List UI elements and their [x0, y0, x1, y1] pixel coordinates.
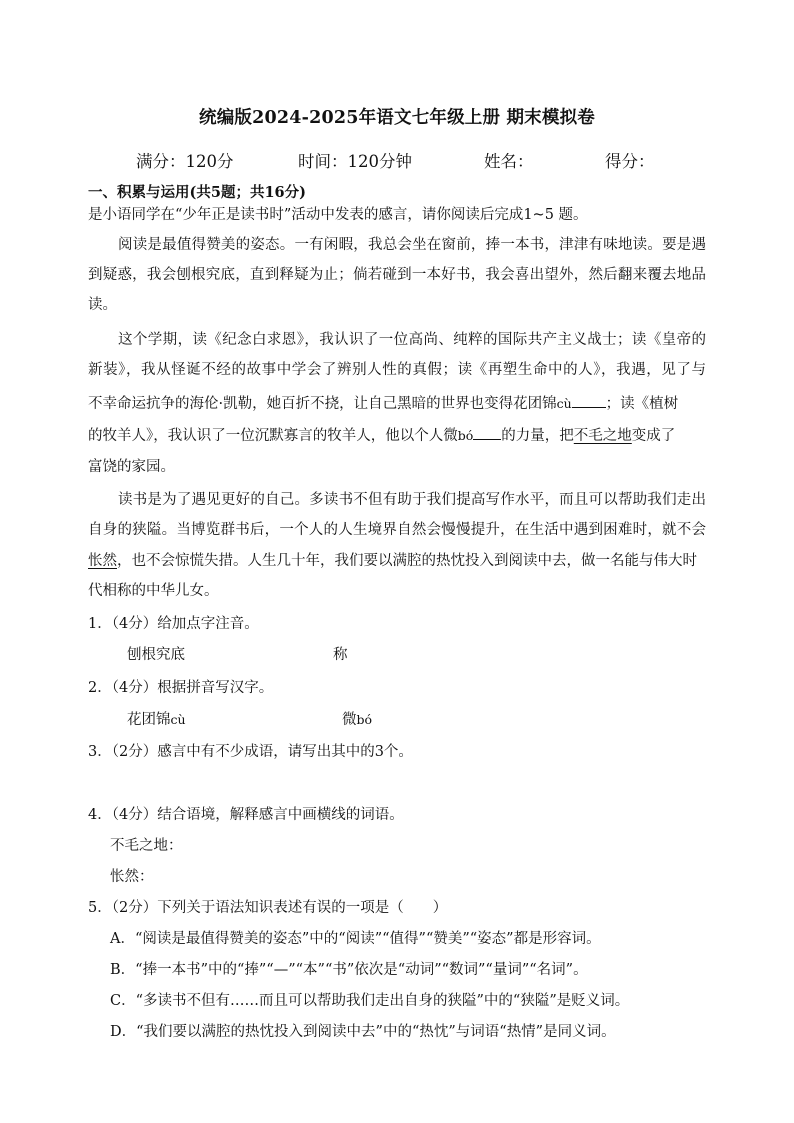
section-intro: 是小语同学在“少年正是读书时”活动中发表的感言，请你阅读后完成1~5 题。 [88, 207, 588, 223]
pinyin-cu: cù [556, 396, 572, 411]
exam-title: 统编版2024-2025年语文七年级上册 期末模拟卷 [199, 108, 595, 128]
para3-line4: 代相称的中华儿女。 [88, 583, 219, 599]
q2-b-pinyin: bó [356, 712, 373, 727]
para2-line3-text: 不幸命运抗争的海伦·凯勒，她百折不挠，让自己黑暗的世界也变得花团锦 [88, 396, 557, 412]
time-label: 时间：120分钟 [298, 152, 412, 171]
q4-item-b: 怅然： [110, 869, 154, 885]
q3-stem: 3．（2分）感言中有不少成语，请写出其中的3个。 [88, 744, 413, 760]
underlined-bumaozhidi: 不毛之地 [573, 428, 632, 444]
underlined-changran: 怅然 [88, 553, 117, 569]
q2-item-b [342, 710, 372, 730]
q2-stem: 2．（4分）根据拼音写汉字。 [88, 680, 274, 696]
q2-a-char: 花团锦 [127, 712, 171, 728]
q2-item-a [127, 710, 186, 730]
q5-option-d[interactable]: D．“我们要以满腔的热忱投入到阅读中去”中的“热忱”与词语“热情”是同义词。 [110, 1024, 616, 1040]
para2-line3 [88, 393, 678, 414]
q1-item-a: 刨根究底 [127, 647, 185, 663]
para2-line4-tail: 变成了 [631, 428, 676, 444]
para2-line4 [88, 425, 675, 446]
para3-line1: 读书是为了遇见更好的自己。多读书不但有助于我们提高写作水平，而且可以帮助我们走出 [118, 492, 706, 508]
para2-line5: 富饶的家园。 [88, 459, 175, 475]
q2-a-pinyin: cù [170, 712, 186, 727]
q5-stem: 5．（2分）下列关于语法知识表述有误的一项是（ ） [88, 900, 448, 916]
q1-stem: 1．（4分）给加点字注音。 [88, 616, 259, 632]
answer-blank-cu[interactable] [572, 393, 606, 408]
q4-item-a: 不毛之地： [110, 838, 183, 854]
para3-line3-text: ，也不会惊慌失措。人生几十年，我们要以满腔的热忱投入到阅读中去，做一名能与伟大时 [117, 553, 697, 569]
q5-option-c[interactable]: C．“多读书不但有……而且可以帮助我们走出自身的狭隘”中的“狭隘”是贬义词。 [110, 993, 630, 1009]
exam-header [0, 148, 794, 174]
q5-option-a[interactable]: A．“阅读是最值得赞美的姿态”中的“阅读”“值得”“赞美”“姿态”都是形容词。 [110, 931, 601, 947]
para2-line4-text: 的牧羊人》，我认识了一位沉默寡言的牧羊人，他以个人微 [88, 428, 458, 444]
para2-line3-tail: ；读《植树 [605, 396, 679, 412]
q4-stem: 4．（4分）结合语境，解释感言中画横线的词语。 [88, 807, 404, 823]
score-label: 得分： [605, 152, 655, 171]
answer-blank-bo[interactable] [473, 425, 501, 440]
q5-option-b[interactable]: B．“捧一本书”中的“捧”“—”“本”“书”依次是“动词”“数词”“量词”“名词”。 [110, 962, 588, 978]
name-label: 姓名： [484, 152, 534, 171]
para2-line4-mid: 的力量，把 [501, 428, 574, 444]
section-heading: 一、积累与运用(共5题；共16分) [88, 184, 306, 201]
para1-line2: 到疑惑，我会刨根究底，直到释疑为止；倘若碰到一本好书，我会喜出望外，然后翻来覆去地品 [88, 267, 706, 283]
full-score-label: 满分：120分 [136, 152, 234, 171]
para3-line2: 自身的狭隘。当博览群书后，一个人的人生境界自然会慢慢提升，在生活中遇到困难时，就不会 [88, 522, 706, 538]
q2-b-char: 微 [342, 712, 357, 728]
para1-line3: 读。 [88, 297, 117, 313]
para1-line1: 阅读是最值得赞美的姿态。一有闲暇，我总会坐在窗前，捧一本书，津津有味地读。要是遇 [118, 237, 706, 253]
para2-line2: 新装》，我从怪诞不经的故事中学会了辨别人性的真假；读《再塑生命中的人》，我遇，见了与 [88, 362, 706, 378]
q1-item-b: 称 [333, 647, 348, 663]
para3-line3 [88, 551, 697, 571]
pinyin-bo: bó [457, 428, 474, 443]
para2-line1: 这个学期，读《纪念白求恩》，我认识了一位高尚、纯粹的国际共产主义战士；读《皇帝的 [118, 332, 706, 348]
